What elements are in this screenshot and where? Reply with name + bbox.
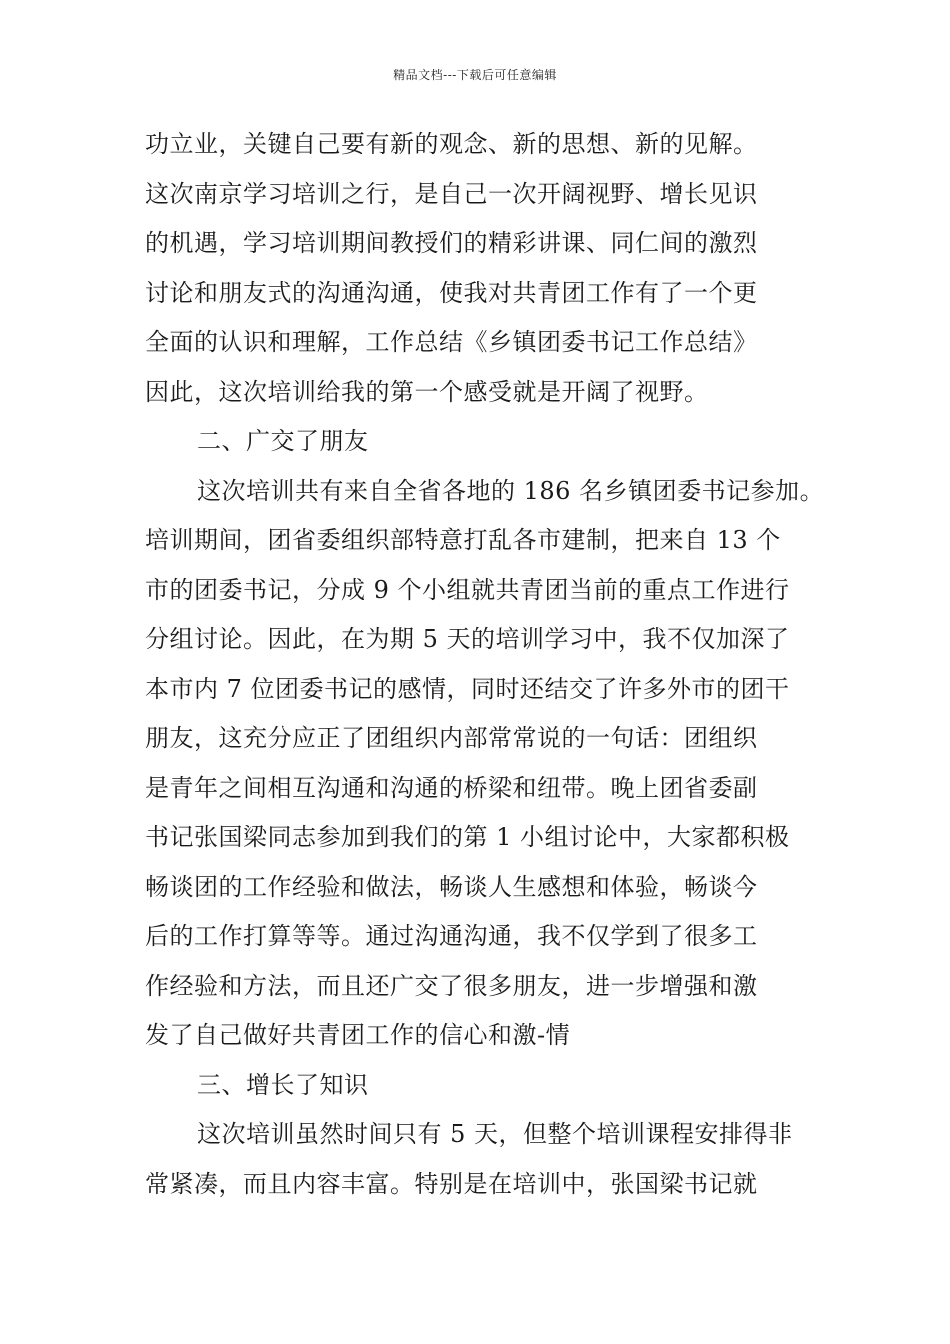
page-header: 精品文档---下载后可任意编辑	[393, 68, 557, 82]
text-line: 这次培训虽然时间只有 5 天，但整个培训课程安排得非	[197, 1120, 793, 1148]
text-line: 分组讨论。因此，在为期 5 天的培训学习中，我不仅加深了	[145, 625, 790, 653]
text-line: 培训期间，团省委组织部特意打乱各市建制，把来自 13 个	[145, 526, 781, 554]
text-line: 书记张国梁同志参加到我们的第 1 小组讨论中，大家都积极	[145, 823, 790, 851]
text-line: 这次南京学习培训之行，是自己一次开阔视野、增长见识	[145, 179, 758, 208]
text-line: 的机遇，学习培训期间教授们的精彩讲课、同仁间的激烈	[145, 229, 758, 257]
text-line: 全面的认识和理解，工作总结《乡镇团委书记工作总结》	[145, 328, 758, 356]
text-line: 后的工作打算等等。通过沟通沟通，我不仅学到了很多工	[145, 922, 758, 950]
text-line: 畅谈团的工作经验和做法，畅谈人生感想和体验，畅谈今	[145, 872, 758, 901]
text-line: 因此，这次培训给我的第一个感受就是开阔了视野。	[145, 377, 709, 406]
text-line: 作经验和方法，而且还广交了很多朋友，进一步增强和激	[145, 971, 758, 1000]
text-line: 朋友，这充分应正了团组织内部常常说的一句话：团组织	[145, 724, 758, 752]
text-line: 是青年之间相互沟通和沟通的桥梁和纽带。晚上团省委副	[145, 773, 758, 802]
text-line: 常紧凑，而且内容丰富。特别是在培训中，张国梁书记就	[145, 1169, 758, 1198]
text-line: 功立业，关键自己要有新的观念、新的思想、新的见解。	[145, 130, 758, 158]
text-line: 本市内 7 位团委书记的感情，同时还结交了许多外市的团干	[145, 674, 790, 703]
text-line: 讨论和朋友式的沟通沟通，使我对共青团工作有了一个更	[145, 278, 758, 307]
section-heading: 三、增长了知识	[197, 1070, 369, 1099]
text-line: 发了自己做好共青团工作的信心和激-情	[145, 1021, 571, 1049]
text-line: 市的团委书记，分成 9 个小组就共青团当前的重点工作进行	[145, 575, 790, 604]
text-line: 这次培训共有来自全省各地的 186 名乡镇团委书记参加。	[197, 476, 825, 505]
section-heading: 二、广交了朋友	[197, 427, 369, 455]
document-body	[145, 120, 825, 1209]
